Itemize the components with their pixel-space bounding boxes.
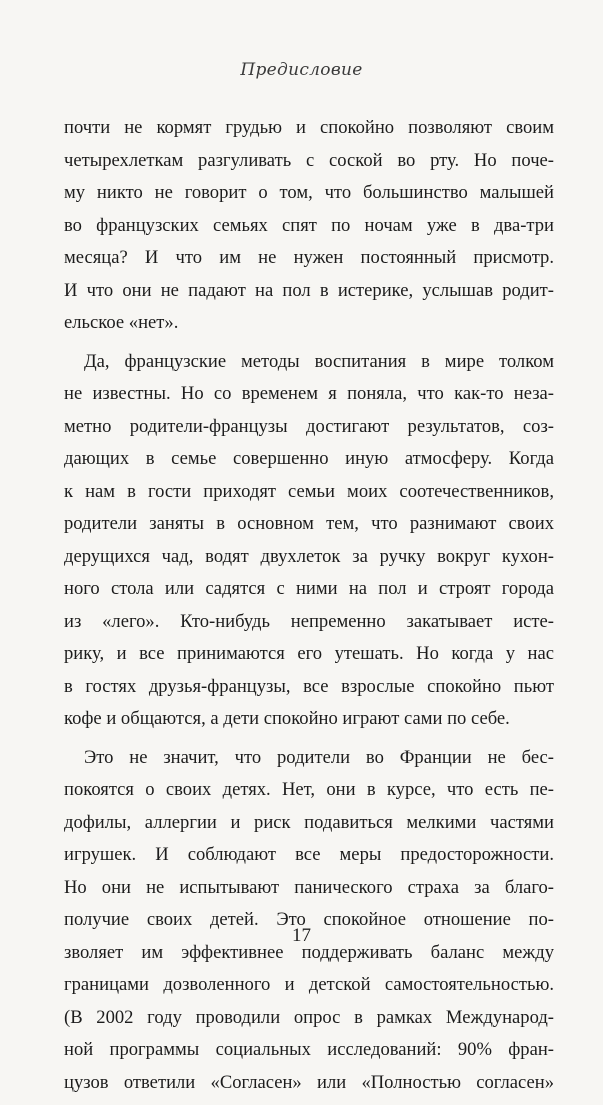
paragraph-1 [64, 112, 554, 340]
text-line: покоятся о своих детях. Нет, они в курсе, что есть пе- [64, 779, 554, 800]
text-line: получие своих детей. Это спокойное отношение по- [64, 909, 554, 930]
text-line: родители заняты в основном тем, что разнимают своих [64, 513, 554, 534]
text-line: ного стола или садятся с ними на пол и строят города [64, 578, 554, 599]
text-line: во французских семьях спят по ночам уже в два-три [64, 214, 554, 236]
text-line: Да, французские методы воспитания в мире толком [84, 350, 554, 372]
text-line: месяца? И что им не нужен постоянный присмотр. [64, 247, 554, 268]
text-line: границами дозволенного и детской самостоятельностью. [64, 974, 554, 995]
text-line: дофилы, аллергии и риск подавиться мелкими частями [64, 811, 554, 833]
body-text [64, 112, 554, 1105]
text-line: к нам в гости приходят семьи моих соотечественников, [64, 480, 554, 502]
text-line: (В 2002 году проводили опрос в рамках Международ- [64, 1006, 554, 1028]
text-line: Это не значит, что родители во Франции не бес- [84, 746, 554, 768]
text-line: рику, и все принимаются его утешать. Но когда у нас [64, 643, 554, 664]
text-line: му никто не говорит о том, что большинство малышей [64, 182, 554, 203]
page-number: 17 [292, 925, 311, 946]
text-line: не известны. Но со временем я поняла, что как-то неза- [64, 383, 554, 404]
text-line: в гостях друзья-французы, все взрослые спокойно пьют [64, 675, 554, 697]
text-line: Но они не испытывают панического страха за благо- [64, 876, 554, 898]
text-line: кофе и общаются, а дети спокойно играют сами по себе. [64, 708, 510, 729]
text-line: ной программы социальных исследований: 90% фран- [64, 1039, 554, 1060]
paragraph-2 [64, 346, 554, 736]
text-line: почти не кормят грудью и спокойно позволяют своим [64, 117, 554, 138]
text-line: четырехлеткам разгуливать с соской во рту. Но поче- [64, 149, 554, 171]
text-line: ельское «нет». [64, 312, 179, 333]
running-head: Предисловие [240, 60, 363, 80]
text-line: игрушек. И соблюдают все меры предосторожности. [64, 844, 554, 865]
text-line: метно родители-французы достигают результатов, соз- [64, 415, 554, 437]
text-line: зволяет им эффективнее поддерживать баланс между [64, 941, 554, 963]
text-line: дающих в семье совершенно иную атмосферу. Когда [64, 448, 554, 469]
paragraph-3 [64, 742, 554, 1100]
text-line: из «лего». Кто-нибудь непременно закатывает исте- [64, 610, 554, 632]
text-line: цузов ответили «Согласен» или «Полностью согласен» [64, 1071, 554, 1093]
text-line: дерущихся чад, водят двухлеток за ручку вокруг кухон- [64, 545, 554, 567]
text-line: И что они не падают на пол в истерике, услышав родит- [64, 279, 554, 301]
